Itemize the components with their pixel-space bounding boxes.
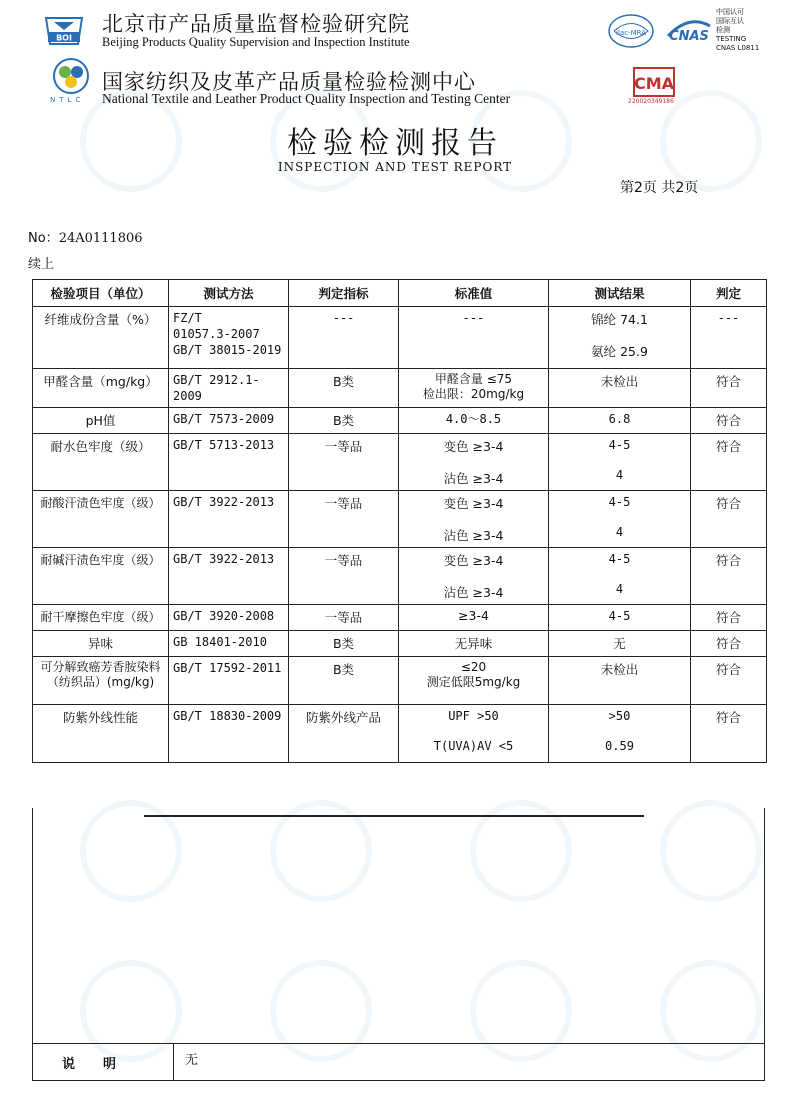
table-row <box>33 434 767 491</box>
col-header-standard: 标准值 <box>399 280 549 307</box>
institute-name-en: Beijing Products Quality Supervision and Inspection Institute <box>102 35 410 49</box>
row-verdict: 符合 <box>691 369 767 408</box>
row-item: 异味 <box>33 631 169 657</box>
row-index: B类 <box>289 369 399 408</box>
row-index: B类 <box>289 408 399 434</box>
row-result: 锦纶 74.1 氨纶 25.9 <box>549 307 691 369</box>
notes-label: 说明 <box>33 1044 174 1080</box>
table-row <box>33 369 767 408</box>
row-verdict: 符合 <box>691 491 767 548</box>
cma-number: 220020349186 <box>628 98 674 105</box>
row-standard: 无异味 <box>399 631 549 657</box>
cnas-logo-icon <box>664 12 714 50</box>
page-info: 第2页 共2页 <box>620 180 699 196</box>
row-index: B类 <box>289 631 399 657</box>
row-standard: 甲醛含量 ≤75 检出限：20mg/kg <box>399 369 549 408</box>
row-item: pH值 <box>33 408 169 434</box>
row-result: 4-5 4 <box>549 548 691 605</box>
row-item: 耐干摩擦色牢度（级） <box>33 605 169 631</box>
blank-area <box>32 808 765 1044</box>
row-standard: 变色 ≥3-4 沾色 ≥3-4 <box>399 434 549 491</box>
col-header-result: 测试结果 <box>549 280 691 307</box>
center-name-en: National Textile and Leather Product Quality Inspection and Testing Center <box>102 91 511 106</box>
row-standard: ≤20 测定低限5mg/kg <box>399 657 549 705</box>
row-method: GB/T 3920-2008 <box>169 605 289 631</box>
table-row <box>33 307 767 369</box>
svg-text:CMA: CMA <box>633 74 675 93</box>
row-item: 可分解致癌芳香胺染料（纺织品）(mg/kg) <box>33 657 169 705</box>
row-standard: 变色 ≥3-4 沾色 ≥3-4 <box>399 491 549 548</box>
row-verdict: 符合 <box>691 705 767 763</box>
row-result: 4-5 <box>549 605 691 631</box>
row-item: 耐碱汗渍色牢度（级） <box>33 548 169 605</box>
row-method: GB/T 7573-2009 <box>169 408 289 434</box>
row-index: 一等品 <box>289 434 399 491</box>
cnas-side-text: 中国认可 国际互认 检测 TESTING CNAS L0811 <box>716 8 760 52</box>
row-verdict: 符合 <box>691 408 767 434</box>
row-method: GB/T 3922-2013 <box>169 548 289 605</box>
row-standard: --- <box>399 307 549 369</box>
svg-text:ilac-MRA: ilac-MRA <box>616 29 646 37</box>
cma-logo-icon <box>628 66 680 100</box>
row-result: 无 <box>549 631 691 657</box>
row-method: FZ/T 01057.3-2007 GB/T 38015-2019 <box>169 307 289 369</box>
row-standard: UPF >50 T(UVA)AV <5 <box>399 705 549 763</box>
row-method: GB 18401-2010 <box>169 631 289 657</box>
results-table <box>32 279 767 763</box>
row-verdict: 符合 <box>691 548 767 605</box>
table-header-row <box>33 280 767 307</box>
table-row <box>33 605 767 631</box>
row-result: 4-5 4 <box>549 434 691 491</box>
row-method: GB/T 18830-2009 <box>169 705 289 763</box>
row-result: >50 0.59 <box>549 705 691 763</box>
svg-text:BOI: BOI <box>56 33 72 43</box>
continued-label: 续上 <box>28 257 55 272</box>
row-index: --- <box>289 307 399 369</box>
row-result: 未检出 <box>549 369 691 408</box>
row-method: GB/T 3922-2013 <box>169 491 289 548</box>
ntlc-logo-text: NTLC <box>50 96 85 104</box>
row-verdict: 符合 <box>691 434 767 491</box>
row-item: 防紫外线性能 <box>33 705 169 763</box>
row-standard: 变色 ≥3-4 沾色 ≥3-4 <box>399 548 549 605</box>
row-result: 6.8 <box>549 408 691 434</box>
table-row <box>33 548 767 605</box>
end-rule <box>144 815 644 817</box>
row-method: GB/T 2912.1-2009 <box>169 369 289 408</box>
row-method: GB/T 5713-2013 <box>169 434 289 491</box>
row-standard: ≥3-4 <box>399 605 549 631</box>
row-index: 防紫外线产品 <box>289 705 399 763</box>
row-index: 一等品 <box>289 605 399 631</box>
row-verdict: 符合 <box>691 657 767 705</box>
row-verdict: 符合 <box>691 605 767 631</box>
center-name-cn: 国家纺织及皮革产品质量检验检测中心 <box>102 70 476 94</box>
row-item: 耐水色牢度（级） <box>33 434 169 491</box>
row-index: 一等品 <box>289 491 399 548</box>
row-index: B类 <box>289 657 399 705</box>
institute-name-cn: 北京市产品质量监督检验研究院 <box>102 12 410 36</box>
row-item: 甲醛含量（mg/kg） <box>33 369 169 408</box>
row-item: 纤维成份含量（%） <box>33 307 169 369</box>
report-number: No：24A0111806 <box>28 231 143 246</box>
report-subtitle: INSPECTION AND TEST REPORT <box>277 160 513 174</box>
table-row <box>33 705 767 763</box>
col-header-index: 判定指标 <box>289 280 399 307</box>
svg-text:CNAS: CNAS <box>669 29 709 44</box>
row-verdict: --- <box>691 307 767 369</box>
table-row <box>33 631 767 657</box>
report-title: 检验检测报告 <box>287 126 503 161</box>
col-header-method: 测试方法 <box>169 280 289 307</box>
col-header-item: 检验项目（单位） <box>33 280 169 307</box>
row-item: 耐酸汗渍色牢度（级） <box>33 491 169 548</box>
table-row <box>33 491 767 548</box>
row-result: 4-5 4 <box>549 491 691 548</box>
col-header-verdict: 判定 <box>691 280 767 307</box>
table-row <box>33 657 767 705</box>
row-result: 未检出 <box>549 657 691 705</box>
row-index: 一等品 <box>289 548 399 605</box>
boi-logo-icon <box>42 14 86 48</box>
table-row <box>33 408 767 434</box>
ilac-mra-icon <box>606 12 656 50</box>
row-verdict: 符合 <box>691 631 767 657</box>
row-method: GB/T 17592-2011 <box>169 657 289 705</box>
row-standard: 4.0～8.5 <box>399 408 549 434</box>
notes-value: 无 <box>185 1053 199 1068</box>
notes-row <box>32 1043 765 1081</box>
